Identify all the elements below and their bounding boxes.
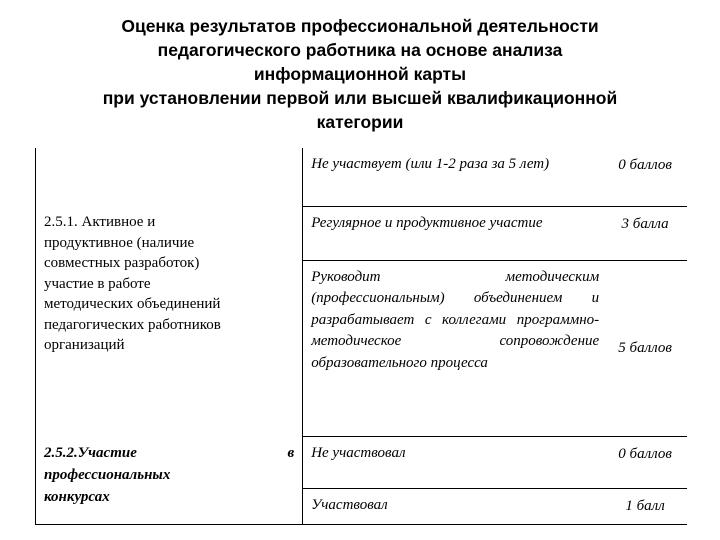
points-value: 0 баллов [618, 157, 672, 173]
criterion-name-cell [36, 436, 303, 524]
page-title [0, 14, 720, 134]
criterion-line: педагогических работников [44, 316, 221, 333]
option-cell [303, 260, 605, 436]
criteria-table [35, 148, 687, 525]
title-line: категории [316, 112, 404, 132]
criterion-line: в [287, 445, 295, 461]
criterion-line: совместных разработок) [44, 255, 200, 271]
criterion-line: 2.5.2.Участие [44, 445, 137, 461]
criterion-line: конкурсах [44, 489, 110, 505]
criterion-line: 2.5.1. Активное и [44, 214, 156, 230]
points-cell [605, 148, 687, 206]
points-cell [605, 488, 687, 524]
option-text: Не участвует (или 1-2 раза за 5 лет) [311, 156, 550, 172]
points-cell [605, 206, 687, 260]
option-cell [303, 436, 605, 488]
option-text: Руководит методическим (профессиональным) объединением и разрабатывает с коллегами программно-методическое сопровождение образовательного процесса [311, 268, 600, 371]
criterion-name [36, 436, 302, 514]
points-cell [605, 260, 687, 436]
title-line: педагогического работника на основе анализа [157, 40, 563, 60]
option-text: Не участвовал [311, 444, 406, 461]
title-line: Оценка результатов профессиональной деятельности [121, 16, 599, 36]
table-row [36, 436, 688, 488]
points-value: 0 баллов [618, 445, 672, 462]
criterion-name-cell [36, 148, 303, 436]
table-row [36, 148, 688, 206]
criterion-name [36, 148, 302, 356]
criterion-line: продуктивное (наличие [44, 234, 195, 251]
points-value: 1 балл [625, 497, 665, 514]
option-cell [303, 488, 605, 524]
criterion-line: методических объединений [44, 296, 221, 312]
criterion-line: профессиональных [44, 467, 171, 483]
option-cell [303, 148, 605, 206]
option-text: Участвовал [311, 496, 388, 513]
option-cell [303, 206, 605, 260]
criterion-line: организаций [44, 337, 125, 353]
points-cell [605, 436, 687, 488]
criterion-line: участие в работе [44, 275, 151, 292]
points-value: 5 баллов [618, 340, 672, 356]
title-line: информационной карты [253, 64, 467, 84]
option-text: Регулярное и продуктивное участие [311, 214, 543, 231]
title-line: при установлении первой или высшей квалификационной [102, 88, 618, 108]
points-value: 3 балла [621, 215, 669, 232]
